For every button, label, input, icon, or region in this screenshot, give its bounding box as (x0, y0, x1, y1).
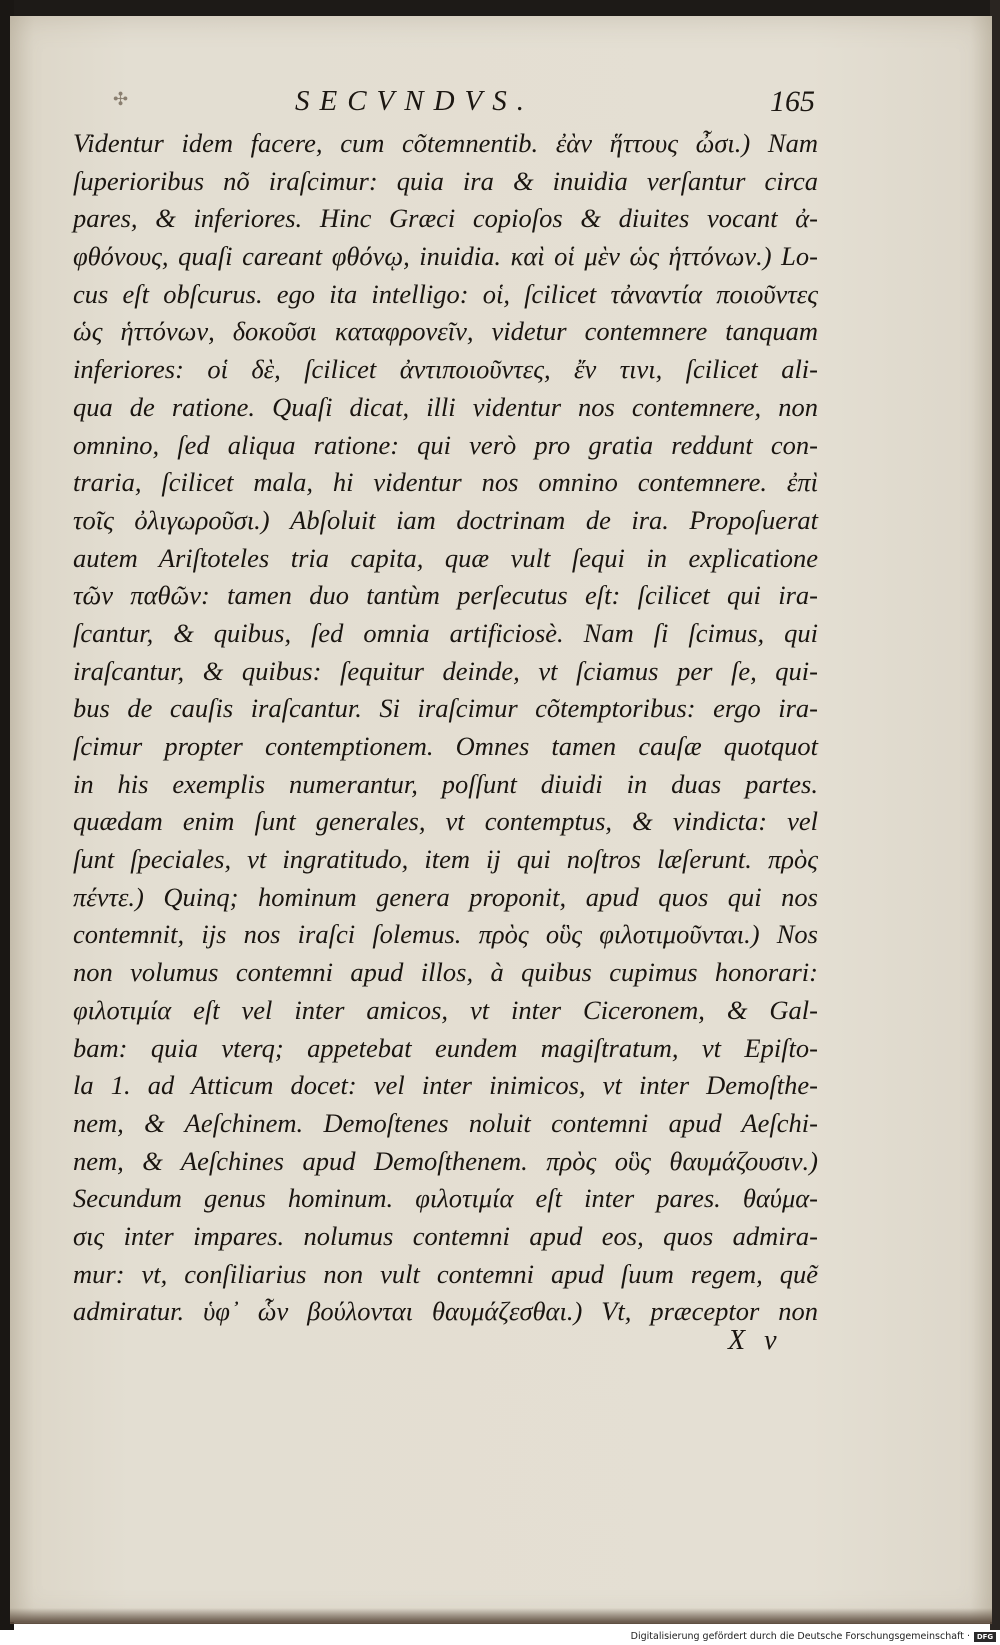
text-line: non volumus contemni apud illos, à quibus cupimus honorari: (73, 957, 818, 988)
text-line: σις inter impares. nolumus contemni apud eos, quos admira- (73, 1220, 818, 1251)
text-line: cus eſt obſcurus. ego ita intelligo: οἱ, ſcilicet τἀναντία ποιοῦντες (73, 278, 818, 309)
text-line: Videntur idem facere, cum cõtemnentib. ἐὰν ἥττους ὦσι.) Nam (73, 128, 818, 158)
text-line: autem Ariſtoteles tria capita, quæ vult ſequi in explicatione (73, 542, 818, 573)
funding-credit: Digitalisierung gefördert durch die Deutsche Forschungsgemeinschaft · (630, 1631, 970, 1642)
text-line: πέντε.) Quinq; hominum genera proponit, apud quos qui nos (73, 881, 818, 912)
text-line: qua de ratione. Quaſi dicat, illi videntur nos contemnere, non (73, 391, 818, 422)
text-line: pares, & inferiores. Hinc Græci copioſos & diuites vocant ἀ- (73, 203, 818, 234)
page-bottom-shadow (10, 1608, 992, 1624)
text-line: τοῖς ὀλιγωροῦσι.) Abſoluit iam doctrinam de ira. Propoſuerat (73, 504, 818, 535)
text-line: nem, & Aeſchines apud Demoſthenem. πρὸς οὓς θαυμάζουσιν.) (73, 1145, 818, 1176)
text-line: ὡς ἡττόνων, δοκοῦσι καταφρονεῖν, videtur contemnere tanquam (73, 316, 818, 347)
text-line: φιλοτιμία eſt vel inter amicos, vt inter Ciceronem, & Gal- (73, 994, 818, 1025)
ink-mark-icon: ✣ (113, 89, 129, 109)
text-line: ſuperioribus nõ iraſcimur: quia ira & inuidia verſantur circa (73, 165, 818, 196)
text-line: τῶν παθῶν: tamen duo tantùm perſecutus eſt: ſcilicet qui ira- (73, 580, 818, 611)
text-line: in his exemplis numerantur, poſſunt diuidi in duas partes. (73, 768, 818, 799)
text-line: quædam enim ſunt generales, vt contemptus, & vindicta: vel (73, 806, 818, 837)
running-head: SECVNDVS. (295, 85, 535, 117)
text-line: omnino, ſed aliqua ratione: qui verò pro gratia reddunt con- (73, 429, 818, 460)
text-line: iraſcantur, & quibus: ſequitur deinde, vt ſciamus per ſe, qui- (73, 655, 818, 686)
text-line: inferiores: οἱ δὲ, ſcilicet ἀντιποιοῦντες, ἔν τινι, ſcilicet ali- (73, 354, 818, 385)
catchword-signature: X v (728, 1325, 783, 1356)
scan-frame-top (0, 0, 1000, 16)
text-line: bus de cauſis iraſcantur. Si iraſcimur cõtemptoribus: ergo ira- (73, 693, 818, 724)
page-body-text (73, 125, 818, 1331)
text-line: ſunt ſpeciales, vt ingratitudo, item ij qui noſtros læſerunt. πρὸς (73, 844, 818, 875)
text-line: contemnit, ijs nos iraſci ſolemus. πρὸς οὓς φιλοτιμοῦνται.) Nos (73, 919, 818, 950)
text-line: ſcimur propter contemptionem. Omnes tamen cauſæ quotquot (73, 731, 818, 761)
text-line: nem, & Aeſchinem. Demoſtenes noluit contemni apud Aeſchi- (73, 1107, 818, 1138)
folio-number: 165 (770, 85, 815, 118)
text-line: Secundum genus hominum. φιλοτιμία eſt inter pares. θαύμα- (73, 1183, 818, 1214)
page-header (75, 85, 815, 125)
text-line: admiratur. ὑφ᾽ ὧν βούλονται θαυμάζεσθαι.) Vt, præceptor non (73, 1296, 818, 1327)
dfg-logo-icon: DFG (974, 1632, 996, 1642)
text-line: mur: vt, conſiliarius non vult contemni apud ſuum regem, quẽ (73, 1258, 818, 1289)
text-line: ſcantur, & quibus, ſed omnia artificiosè. Nam ſi ſcimus, qui (73, 617, 818, 648)
text-line: traria, ſcilicet mala, hi videntur nos omnino contemnere. ἐπὶ (73, 467, 818, 498)
text-line: bam: quia vterq; appetebat eundem magiſtratum, vt Epiſto- (73, 1032, 818, 1063)
footer-bar (0, 1630, 1000, 1645)
text-line: φθόνους, quaſi careant φθόνῳ, inuidia. καὶ οἱ μὲν ὡς ἡττόνων.) Lo- (73, 241, 818, 272)
text-line: la 1. ad Atticum docet: vel inter inimicos, vt inter Demoſthe- (73, 1070, 818, 1101)
